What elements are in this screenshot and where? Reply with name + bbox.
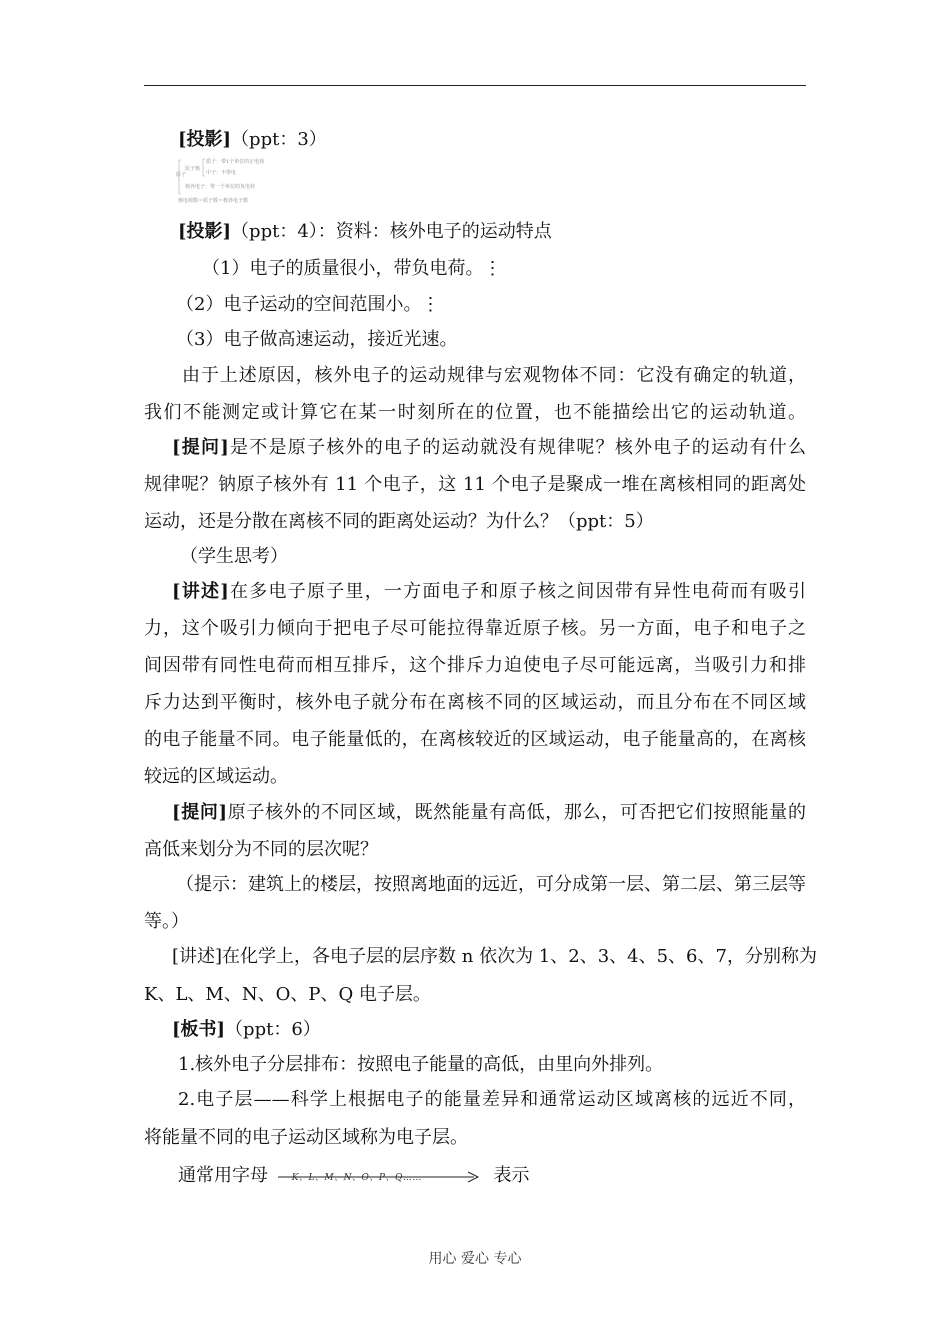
blackboard-text: （ppt：6） [225,1019,321,1040]
paragraph-line: 由于上述原因，核外电子的运动规律与宏观物体不同：它没有确定的轨道， [182,365,806,386]
diagram-atom: 原子 [176,172,187,178]
projection-text: （ppt：4）：资料：核外电子的运动特点 [231,221,552,242]
diagram-proton: 质子：带1个单位的正电荷 [206,159,265,165]
feature-2: （2）电子运动的空间范围小。⋮ [176,294,440,315]
atom-structure-diagram [176,156,286,212]
paragraph-line: 等。） [144,911,189,932]
paragraph-line: 的电子能量不同。电子能量低的，在离核较近的区域运动，电子能量高的，在离核 [144,729,806,750]
paragraph-line: 高低来划分为不同的层次呢？ [144,839,378,860]
projection-tag: [投影] [178,129,232,150]
question-text: 是不是原子核外的电子的运动就没有规律呢？核外电子的运动有什么 [228,437,806,458]
paragraph-line: 运动，还是分散在离核不同的距离处运动？为什么？（ppt：5） [144,511,654,532]
hint: （提示：建筑上的楼层，按照离地面的远近，可分成第一层、第二层、第三层等 [176,874,806,895]
letters-prefix: 通常用字母 [178,1165,268,1186]
lecture-text: 在多电子原子里，一方面电子和原子核之间因带有异性电荷而有吸引 [228,581,806,602]
projection-tag: [投影] [178,221,232,242]
question-1 [172,436,806,460]
projection-1 [178,128,842,152]
question-tag: [提问] [172,437,229,458]
paragraph-line: 将能量不同的电子运动区域称为电子层。 [144,1127,468,1148]
question-tag: [提问] [172,802,228,823]
question-2 [172,801,806,825]
lecture-1 [172,580,806,604]
letters-arrow [274,1164,488,1188]
feature-3: （3）电子做高速运动，接近光速。 [176,329,458,350]
blackboard-tag: [板书] [172,1019,226,1040]
projection-text: （ppt：3） [231,129,327,150]
paragraph-line: K、L、M、N、O、P、Q 电子层。 [144,984,431,1005]
blackboard [172,1018,836,1042]
paragraph-line: 规律呢？钠原子核外有 11 个电子，这 11 个电子是聚成一堆在离核相同的距离处 [144,474,806,495]
header-rule [144,85,806,86]
letters-suffix: 表示 [493,1165,530,1186]
diagram-neutron: 中子：不带电 [206,170,237,176]
paragraph-line: 斥力达到平衡时，核外电子就分布在离核不同的区域运动，而且分布在不同区域 [144,692,806,713]
lecture-tag: [讲述] [172,581,229,602]
lecture-2: [讲述]在化学上，各电子层的层序数 n 依次为 1、2、3、4、5、6、7，分别称为 [172,946,817,967]
page-footer: 用心 爱心 专心 [428,1251,522,1267]
question-text: 原子核外的不同区域，既然能量有高低，那么，可否把它们按照能量的 [227,802,806,823]
paragraph-line: 较远的区域运动。 [144,766,288,787]
projection-2 [178,220,842,244]
paragraph-line: 我们不能测定或计算它在某一时刻所在的位置，也不能描绘出它的运动轨道。 [144,402,806,423]
student-thinking: （学生思考） [180,546,288,567]
diagram-nucleus: 原子核 [185,166,201,172]
letters-line [178,1164,842,1188]
item-2: 2.电子层——科学上根据电子的能量差异和通常运动区域离核的远近不同， [178,1089,806,1110]
feature-1: （1）电子的质量很小，带负电荷。⋮ [202,258,502,279]
item-1: 1.核外电子分层排布：按照电子能量的高低，由里向外排列。 [178,1054,664,1075]
paragraph-line: 力，这个吸引力倾向于把电子尽可能拉得靠近原子核。另一方面，电子和电子之 [144,618,806,639]
diagram-relation: 核电荷数＝质子数＝核外电子数 [178,198,249,204]
diagram-electron: 核外电子：带一个单位的负电荷 [185,184,256,190]
paragraph-line: 间因带有同性电荷而相互排斥，这个排斥力迫使电子尽可能远离，当吸引力和排 [144,655,806,676]
arrow-label: K、L、M、N、O、P、Q…… [291,1173,422,1183]
